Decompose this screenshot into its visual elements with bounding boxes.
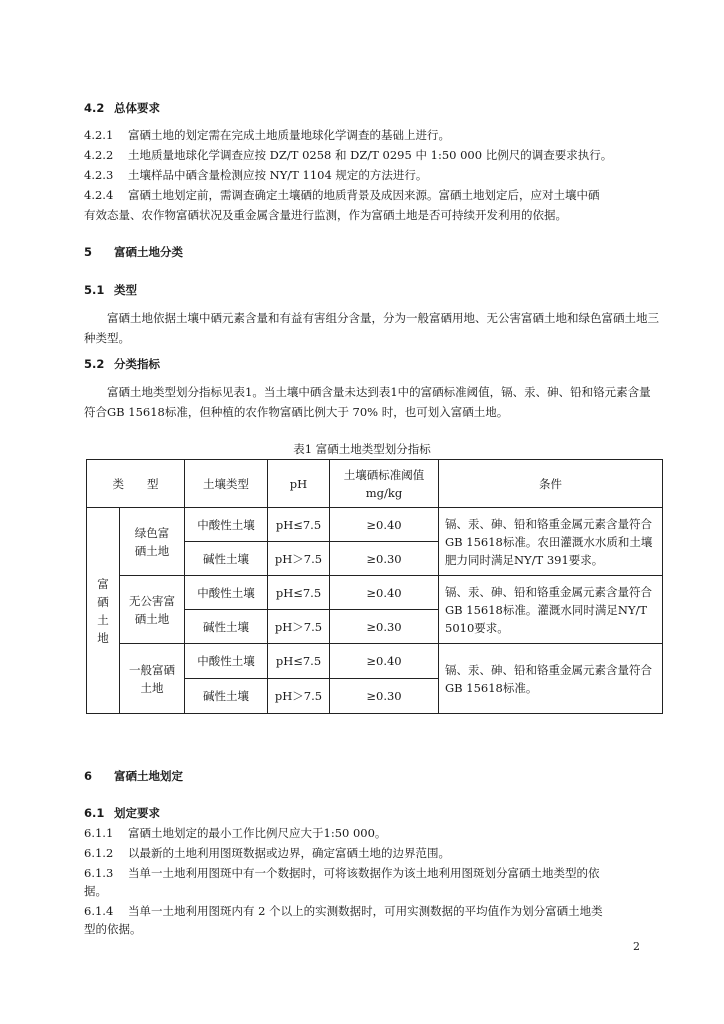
table-caption: 表1 富硒土地类型划分指标	[293, 442, 431, 456]
header-soil-type: 土壤类型	[185, 460, 268, 508]
table-row	[87, 576, 663, 610]
header-condition: 条件	[439, 460, 663, 508]
soil-type-cell: 中酸性土壤	[185, 644, 268, 679]
clause-6-1-3-continued: 据。	[84, 884, 107, 898]
threshold-cell: ≥0.30	[330, 610, 439, 644]
ph-cell: pH＞7.5	[268, 542, 330, 576]
table-row	[87, 508, 663, 542]
condition-cell: 镉、汞、砷、铅和铬重金属元素含量符合GB 15618标准。灌溉水同时满足NY/T 5010要求。	[439, 576, 663, 644]
clause-4-2-4: 4.2.4 富硒土地划定前，需调查确定土壤硒的地质背景及成因来源。富硒土地划定后，应对土壤中硒	[84, 188, 600, 202]
paragraph-5-1: 富硒土地依据土壤中硒元素含量和有益有害组分含量，分为一般富硒用地、无公害富硒土地和绿色富硒土地三种类型。	[84, 311, 659, 345]
threshold-cell: ≥0.40	[330, 576, 439, 610]
condition-cell: 镉、汞、砷、铅和铬重金属元素含量符合GB 15618标准。	[439, 644, 663, 714]
ph-cell: pH＞7.5	[268, 610, 330, 644]
header-threshold: 土壤硒标准阈值 mg/kg	[330, 460, 439, 508]
soil-type-cell: 中酸性土壤	[185, 508, 268, 542]
threshold-cell: ≥0.30	[330, 679, 439, 714]
condition-cell: 镉、汞、砷、铅和铬重金属元素含量符合GB 15618标准。农田灌溉水水质和土壤肥力同时满足NY/T 391要求。	[439, 508, 663, 576]
threshold-cell: ≥0.40	[330, 508, 439, 542]
section-heading-5: 5 富硒土地分类	[84, 245, 183, 259]
soil-type-cell: 中酸性土壤	[185, 576, 268, 610]
header-type: 类 型	[87, 460, 185, 508]
type-name: 无公害富硒土地	[120, 576, 185, 644]
section-heading-5-2: 5.2 分类指标	[84, 357, 160, 371]
threshold-cell: ≥0.40	[330, 644, 439, 679]
soil-type-cell: 碱性土壤	[185, 610, 268, 644]
section-heading-6: 6 富硒土地划定	[84, 769, 183, 783]
section-heading-4-2: 4.2 总体要求	[84, 101, 160, 115]
ph-cell: pH≤7.5	[268, 508, 330, 542]
clause-4-2-4-continued: 有效态量、农作物富硒状况及重金属含量进行监测，作为富硒土地是否可持续开发利用的依据。	[84, 208, 567, 222]
soil-type-cell: 碱性土壤	[185, 542, 268, 576]
clause-6-1-2: 6.1.2 以最新的土地利用图斑数据或边界，确定富硒土地的边界范围。	[84, 846, 450, 860]
section-heading-5-1: 5.1 类型	[84, 283, 137, 297]
section-heading-6-1: 6.1 划定要求	[84, 806, 160, 820]
threshold-cell: ≥0.30	[330, 542, 439, 576]
ph-cell: pH≤7.5	[268, 576, 330, 610]
clause-6-1-4-continued: 型的依据。	[84, 922, 142, 936]
clause-4-2-2: 4.2.2 土地质量地球化学调查应按 DZ/T 0258 和 DZ/T 0295 中 1:50 000 比例尺的调查要求执行。	[84, 148, 613, 162]
paragraph-5-2: 富硒土地类型划分指标见表1。当土壤中硒含量未达到表1中的富硒标准阈值，镉、汞、砷、铅和铬元素含量符合GB 15618标准，但种植的农作物富硒比例大于 70% 时，也可划入富硒土地。	[84, 385, 651, 419]
type-name: 绿色富硒土地	[120, 508, 185, 576]
table-row	[87, 644, 663, 679]
header-ph: pH	[268, 460, 330, 508]
clause-6-1-3: 6.1.3 当单一土地利用图斑中有一个数据时，可将该数据作为该土地利用图斑划分富硒土地类型的依	[84, 866, 600, 880]
ph-cell: pH≤7.5	[268, 644, 330, 679]
clause-6-1-1: 6.1.1 富硒土地划定的最小工作比例尺应大于1:50 000。	[84, 826, 387, 840]
type-name: 一般富硒土地	[120, 644, 185, 714]
page-number: 2	[633, 940, 640, 953]
group-label-selenium-land: 富硒土地	[87, 508, 120, 714]
table-header-row	[87, 460, 663, 508]
ph-cell: pH＞7.5	[268, 679, 330, 714]
classification-table	[86, 459, 663, 714]
soil-type-cell: 碱性土壤	[185, 679, 268, 714]
clause-4-2-1: 4.2.1 富硒土地的划定需在完成土地质量地球化学调查的基础上进行。	[84, 128, 450, 142]
clause-4-2-3: 4.2.3 土壤样品中硒含量检测应按 NY/T 1104 规定的方法进行。	[84, 168, 428, 182]
clause-6-1-4: 6.1.4 当单一土地利用图斑内有 2 个以上的实测数据时，可用实测数据的平均值作为划分富硒土地类	[84, 904, 603, 918]
